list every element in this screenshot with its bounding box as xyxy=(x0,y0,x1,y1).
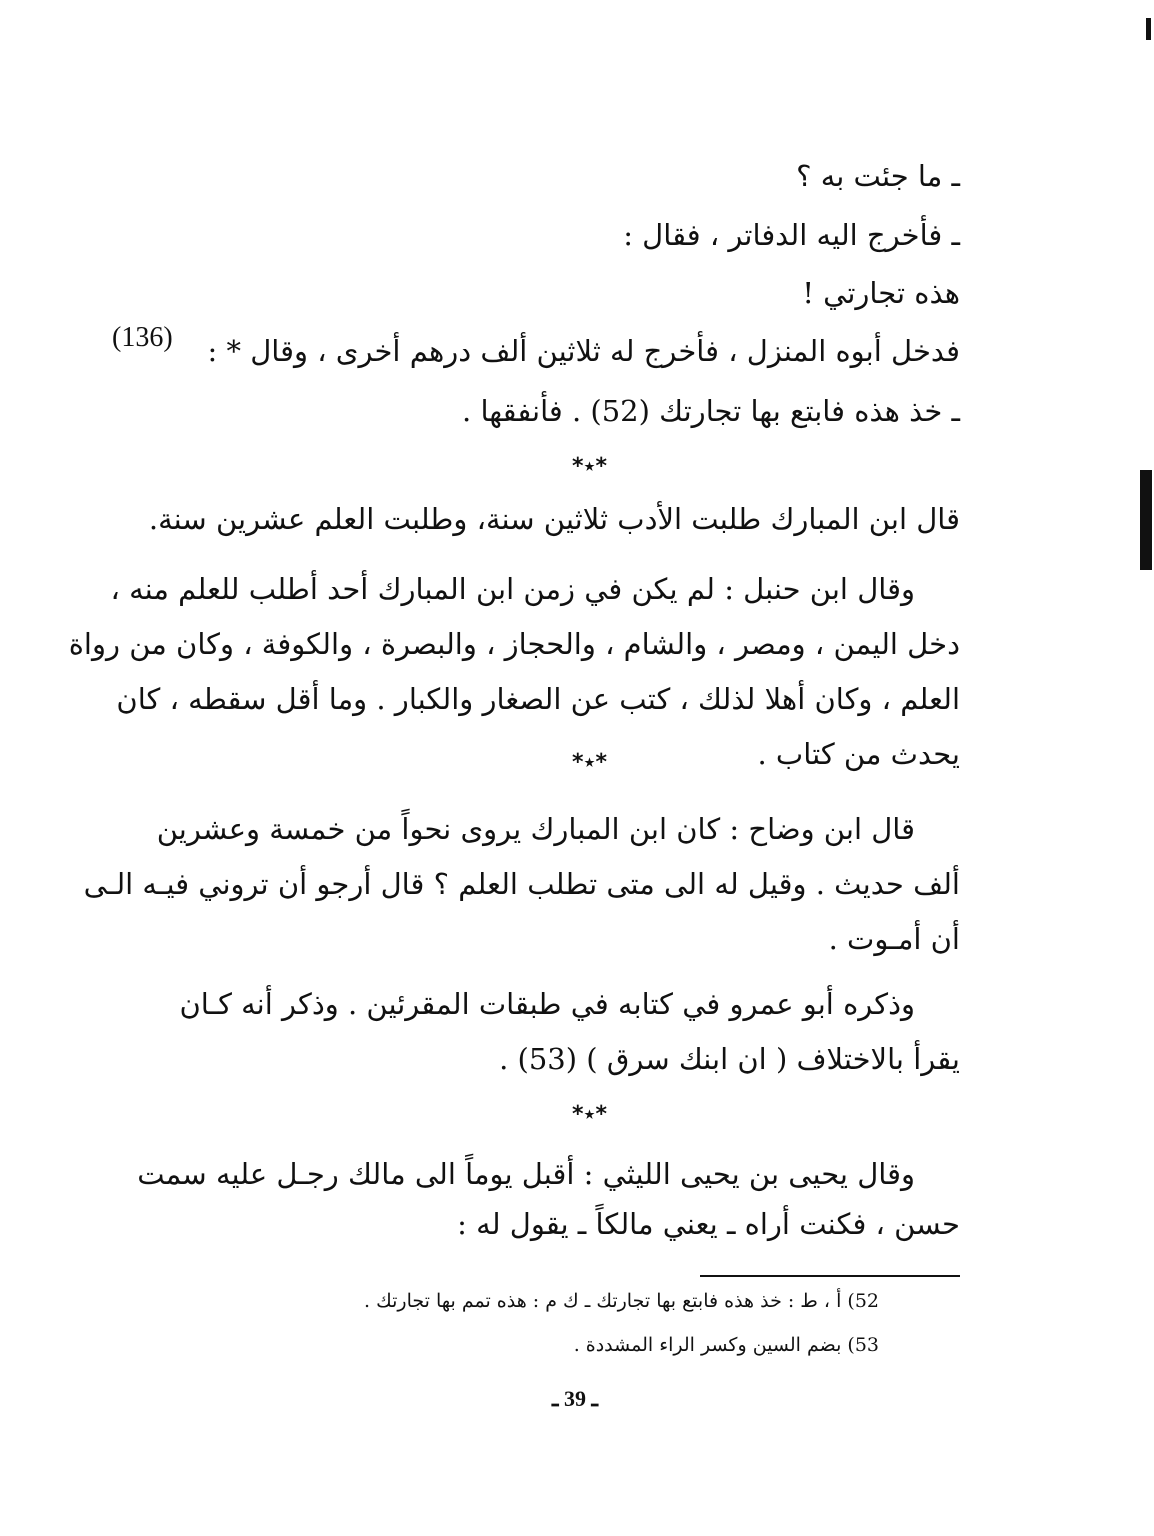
paragraph-4-line-2: يقرأ بالاختلاف ( ان ابنك سرق ) (53) . xyxy=(499,1042,960,1076)
scan-edge-mark-top xyxy=(1146,18,1151,40)
margin-reference-number: (136) xyxy=(112,322,173,353)
scan-edge-mark-middle xyxy=(1140,470,1152,570)
footnote-52: 52) أ ، ط : خذ هذه فابتع بها تجارتك ـ ك م : هذه تمم بها تجارتك . xyxy=(364,1290,879,1312)
dialogue-line-1: ـ ما جئت به ؟ xyxy=(796,159,960,193)
paragraph-2-line-1: وقال ابن حنبل : لم يكن في زمن ابن المبارك أحد أطلب للعلم منه ، xyxy=(110,572,915,606)
section-separator-2: *٭* xyxy=(572,750,608,775)
footnote-divider xyxy=(700,1275,960,1277)
page-number: ـ 39 ـ xyxy=(552,1386,598,1411)
paragraph-5-line-1: وقال يحيى بن يحيى الليثي : أقبل يوماً الى مالك رجـل عليه سمت xyxy=(137,1157,915,1191)
dialogue-line-5: ـ خذ هذه فابتع بها تجارتك (52) . فأنفقها . xyxy=(462,394,960,428)
section-separator-1: *٭* xyxy=(572,454,608,479)
footnote-53: 53) بضم السين وكسر الراء المشددة . xyxy=(573,1334,879,1356)
paragraph-1: قال ابن المبارك طلبت الأدب ثلاثين سنة، وطلبت العلم عشرين سنة. xyxy=(148,502,960,536)
paragraph-2-line-4: يحدث من كتاب . xyxy=(757,737,960,771)
paragraph-4-line-1: وذكره أبو عمرو في كتابه في طبقات المقرئين . وذكر أنه كـان xyxy=(179,987,915,1021)
paragraph-5-line-2: حسن ، فكنت أراه ـ يعني مالكاً ـ يقول له : xyxy=(457,1207,960,1241)
paragraph-3-line-2: ألف حديث . وقيل له الى متى تطلب العلم ؟ قال أرجو أن تروني فيـه الـى xyxy=(83,867,960,901)
dialogue-line-3: هذه تجارتي ! xyxy=(802,276,960,310)
paragraph-3-line-3: أن أمـوت . xyxy=(828,922,960,956)
dialogue-line-2: ـ فأخرج اليه الدفاتر ، فقال : xyxy=(623,218,960,252)
paragraph-3-line-1: قال ابن وضاح : كان ابن المبارك يروى نحواً من خمسة وعشرين xyxy=(156,812,915,846)
paragraph-2-line-2: دخل اليمن ، ومصر ، والشام ، والحجاز ، والبصرة ، والكوفة ، وكان من رواة xyxy=(68,627,960,661)
dialogue-line-4: فدخل أبوه المنزل ، فأخرج له ثلاثين ألف درهم أخرى ، وقال * : xyxy=(207,334,960,368)
paragraph-2-line-3: العلم ، وكان أهلا لذلك ، كتب عن الصغار والكبار . وما أقل سقطه ، كان xyxy=(116,682,960,716)
section-separator-3: *٭* xyxy=(572,1102,608,1127)
